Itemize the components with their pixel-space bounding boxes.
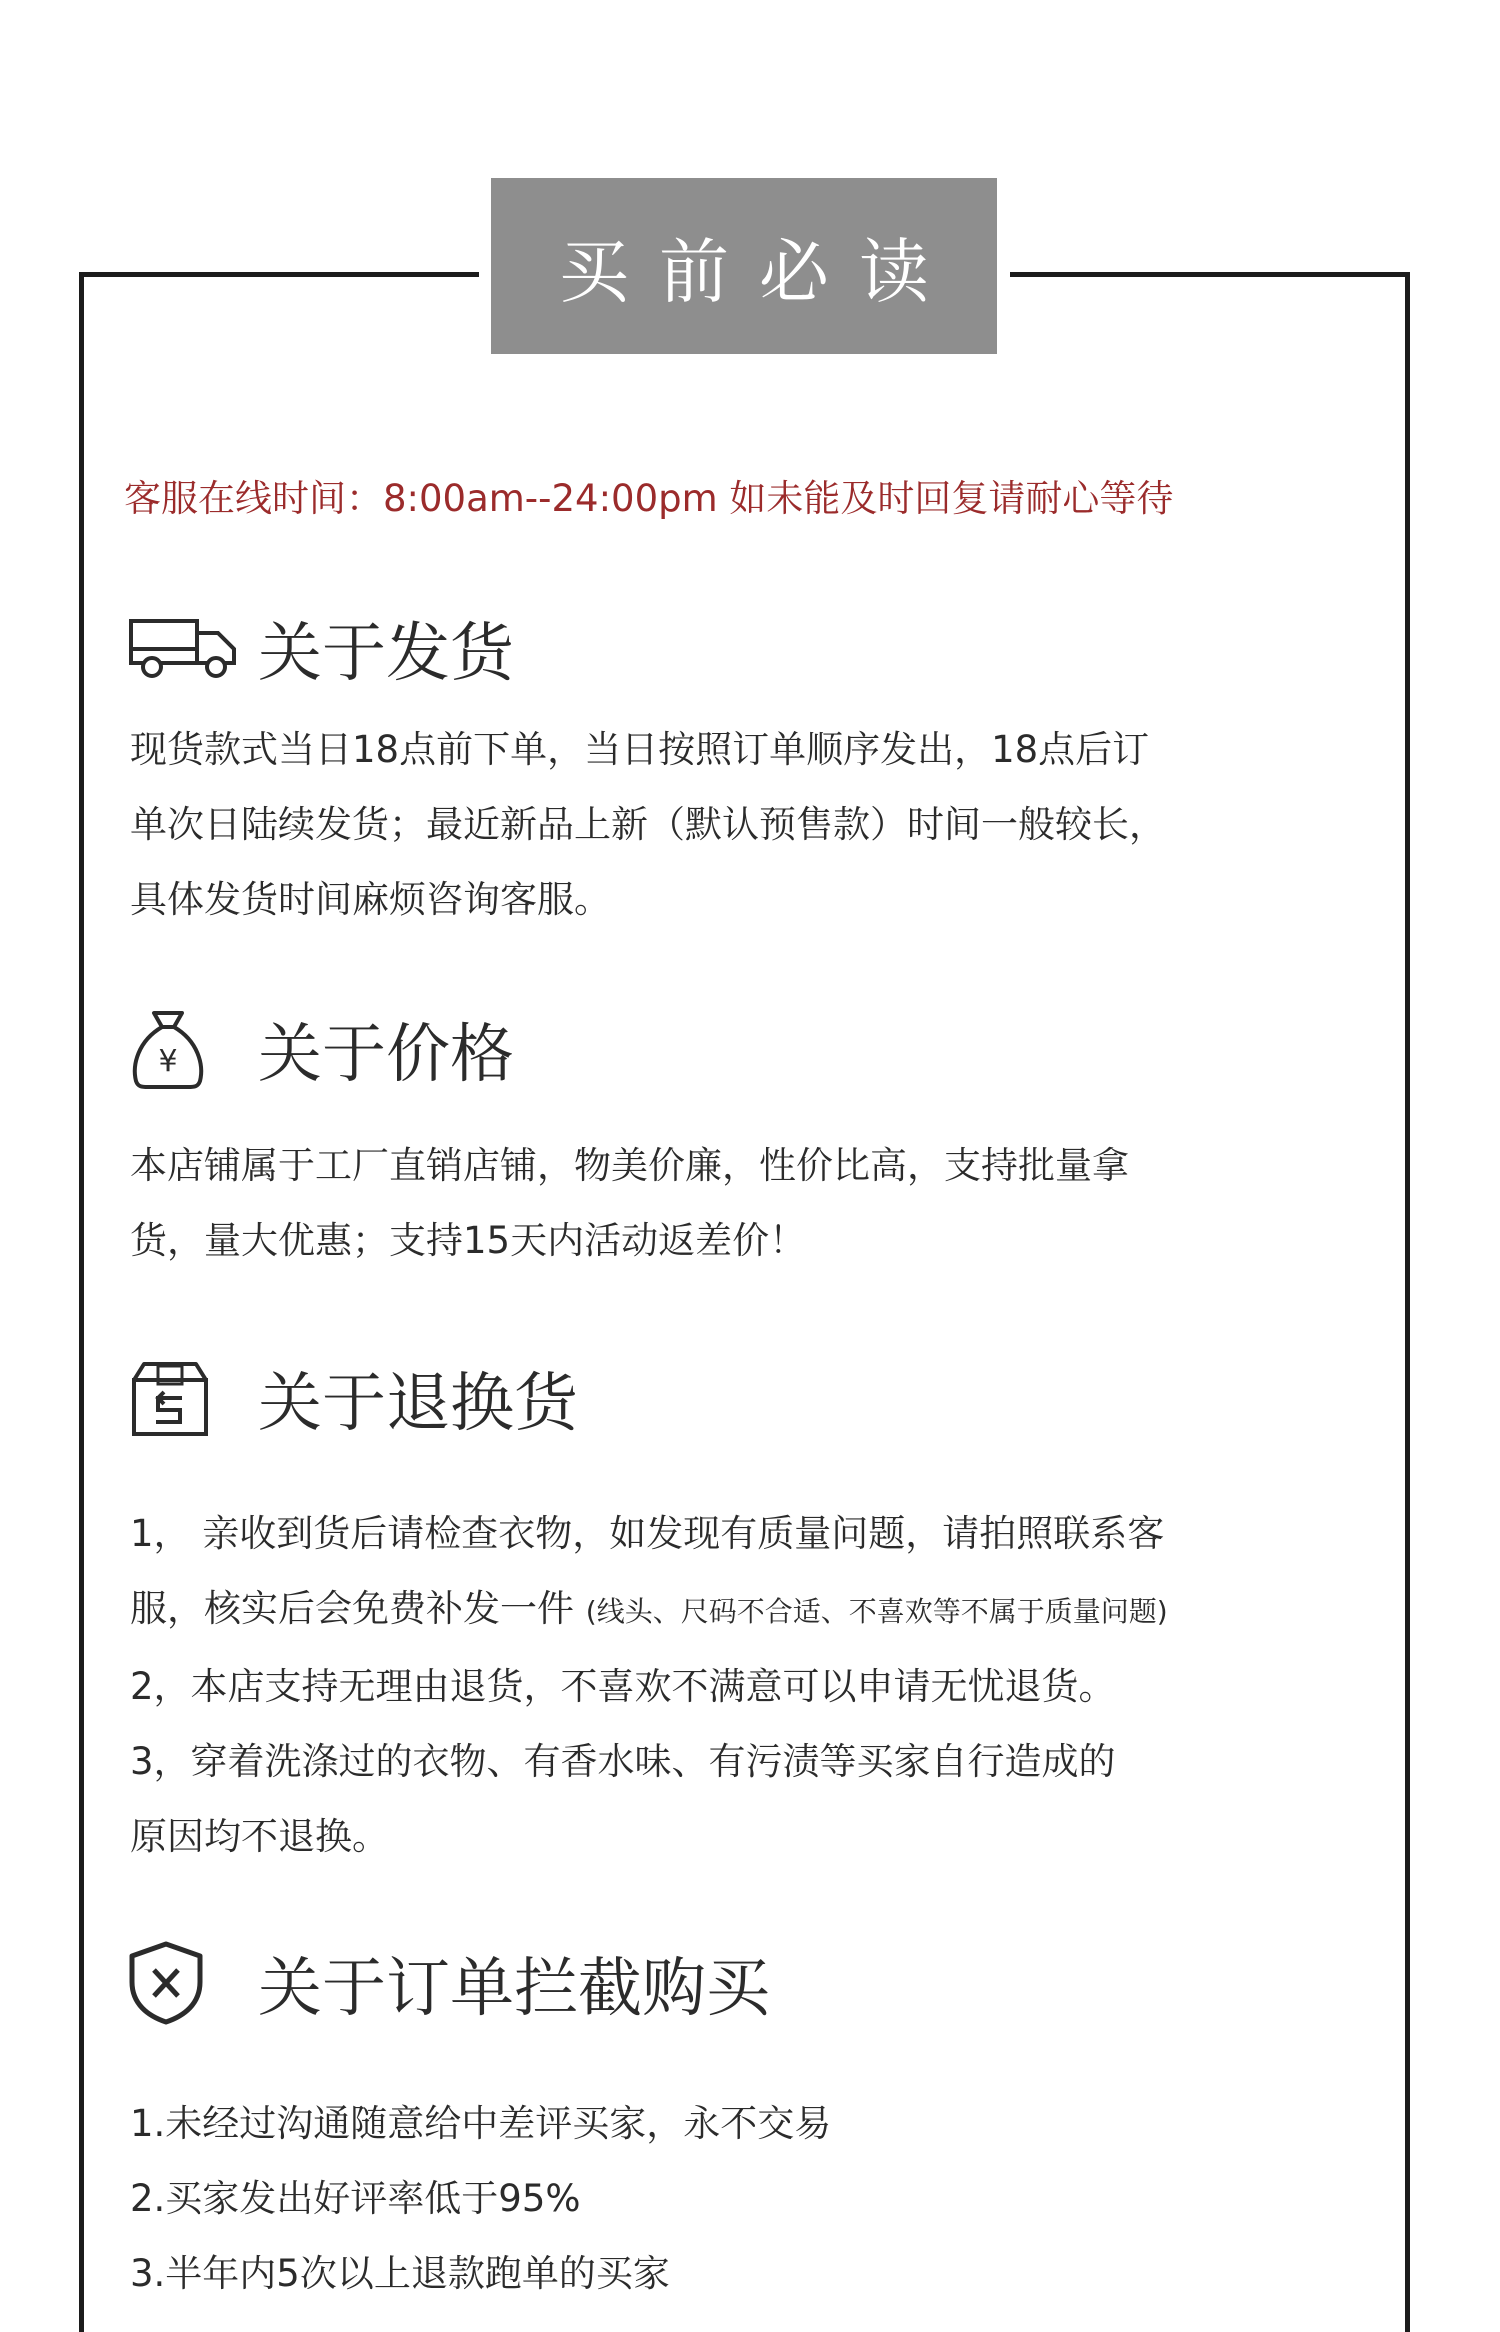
frame-top-right-line	[1010, 272, 1410, 277]
section-title-shipping: 关于发货	[258, 617, 514, 691]
shield-x-icon	[128, 1938, 248, 2028]
text-line: 3.半年内5次以上退款跑单的买家	[130, 2252, 670, 2295]
section-title-price: 关于价格	[258, 1018, 514, 1092]
return-box-icon	[128, 1353, 248, 1443]
page-title: 买前必读	[559, 230, 959, 313]
returns-note: (线头、尺码不合适、不喜欢等不属于质量问题)	[585, 1595, 1168, 1628]
truck-icon	[128, 603, 248, 693]
text-line	[130, 1571, 1390, 1649]
text-line: 1.未经过沟通随意给中差评买家，永不交易	[130, 2102, 832, 2145]
frame-top-left-line	[79, 272, 479, 277]
text-line: 具体发货时间麻烦咨询客服。	[130, 878, 611, 921]
title-banner	[491, 178, 997, 354]
text-line: 本店铺属于工厂直销店铺，物美价廉，性价比高，支持批量拿	[130, 1144, 1129, 1187]
service-hours-notice: 客服在线时间：8:00am--24:00pm 如未能及时回复请耐心等待	[124, 477, 1174, 520]
frame-right-line	[1405, 272, 1410, 2332]
svg-text:¥: ¥	[158, 1044, 178, 1079]
text-line: 1， 亲收到货后请检查衣物，如发现有质量问题，请拍照联系客	[130, 1512, 1165, 1555]
text-line: 3，穿着洗涤过的衣物、有香水味、有污渍等买家自行造成的	[130, 1740, 1116, 1783]
text-segment: 服，核实后会免费补发一件	[130, 1587, 574, 1630]
section-title-block: 关于订单拦截购买	[258, 1952, 770, 2026]
section-returns-text	[130, 1496, 1390, 1874]
section-block-header	[128, 1937, 770, 2029]
text-line: 原因均不退换。	[130, 1815, 389, 1858]
text-line: 单次日陆续发货；最近新品上新（默认预售款）时间一般较长，	[130, 803, 1166, 846]
section-title-returns: 关于退换货	[258, 1367, 578, 1441]
frame-left-line	[79, 272, 84, 2332]
section-price-header	[128, 1003, 514, 1095]
text-line: 现货款式当日18点前下单，当日按照订单顺序发出，18点后订	[130, 728, 1150, 771]
text-line: 2，本店支持无理由退货，不喜欢不满意可以申请无忧退货。	[130, 1665, 1116, 1708]
text-line: 2.买家发出好评率低于95%	[130, 2177, 581, 2220]
money-bag-icon	[128, 1004, 248, 1094]
text-line: 货，量大优惠；支持15天内活动返差价！	[130, 1219, 807, 1262]
section-returns-header	[128, 1352, 578, 1444]
section-shipping-text	[130, 712, 1390, 937]
section-shipping-header	[128, 602, 514, 694]
section-price-text	[130, 1128, 1390, 1278]
section-block-text	[130, 2086, 1390, 2311]
